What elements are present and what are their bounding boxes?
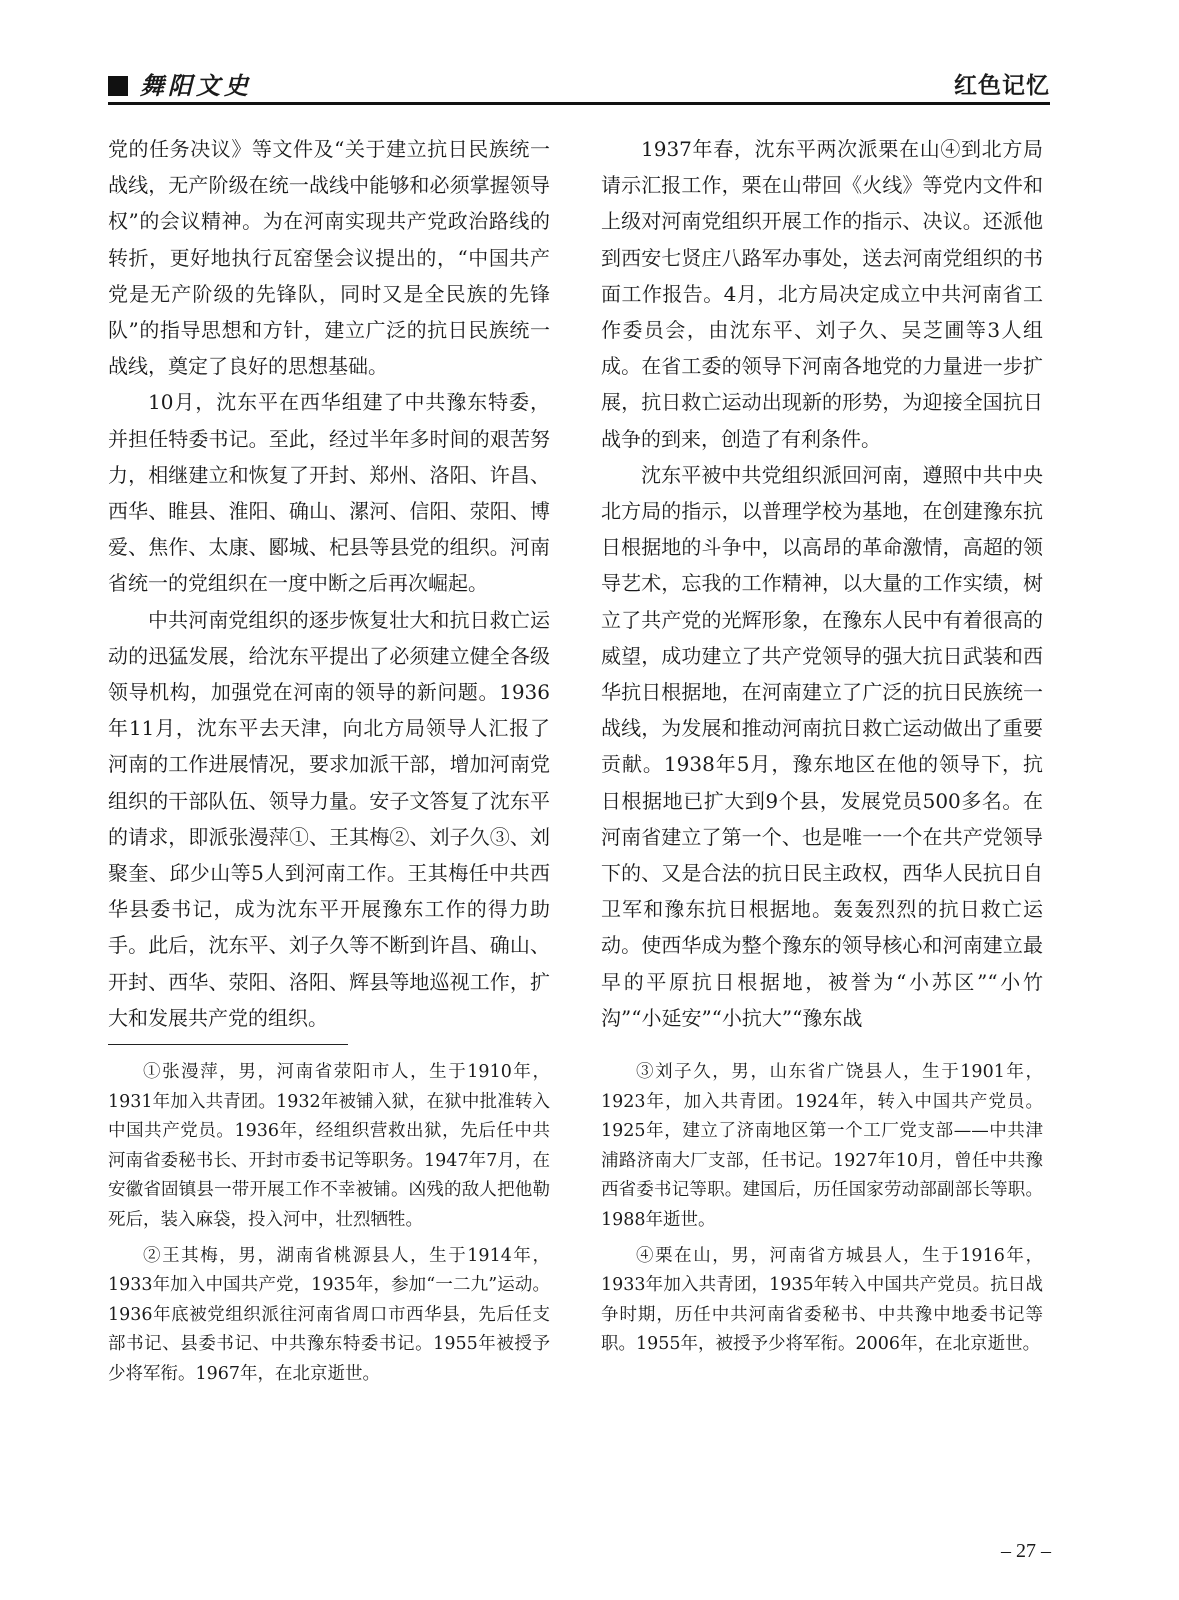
paragraph: 中共河南党组织的逐步恢复壮大和抗日救亡运动的迅猛发展，给沈东平提出了必须建立健全各级领导机构，加强党在河南的领导的新问题。1936年11月，沈东平去天津，向北方局领导人汇报了河南的工作进展情况，要求加派干部，增加河南党组织的干部队伍、领导力量。安子文答复了沈东平的请求，即派张漫萍①、王其梅②、刘子久③、刘聚奎、邱少山等5人到河南工作。王其梅任中共西华县委书记，成为沈东平开展豫东工作的得力助手。此后，沈东平、刘子久等不断到许昌、确山、开封、西华、荥阳、洛阳、辉县等地巡视工作，扩大和发展共产党的组织。: [108, 607, 550, 1030]
section-title: 红色记忆: [954, 73, 1050, 99]
footnote: ③刘子久，男，山东省广饶县人，生于1901年，1923年，加入共青团。1924年，转入中国共产党员。1925年，建立了济南地区第一个工厂党支部——中共津浦路济南大厂支部，任书记。1927年10月，曾任中共豫西省委书记等职。建国后，历任国家劳动部副部长等职。1988年逝世。: [601, 1062, 1043, 1230]
header-rule: [108, 102, 1050, 105]
page-header: [108, 68, 1050, 104]
right-column: [601, 131, 1043, 1036]
journal-title: 舞阳文史: [140, 71, 252, 100]
paragraph: 1937年春，沈东平两次派栗在山④到北方局请示汇报工作，栗在山带回《火线》等党内文件和上级对河南党组织开展工作的指示、决议。还派他到西安七贤庄八路军办事处，送去河南党组织的书面工作报告。4月，北方局决定成立中共河南省工作委员会，由沈东平、刘子久、吴芝圃等3人组成。在省工委的领导下河南各地党的力量进一步扩展，抗日救亡运动出现新的形势，为迎接全国抗日战争的到来，创造了有利条件。: [601, 137, 1043, 451]
paragraph: 沈东平被中共党组织派回河南，遵照中共中央北方局的指示，以普理学校为基地，在创建豫东抗日根据地的斗争中，以高昂的革命激情，高超的领导艺术，忘我的工作精神，以大量的工作实绩，树立了共产党的光辉形象，在豫东人民中有着很高的威望，成功建立了共产党领导的强大抗日武装和西华抗日根据地，在河南建立了广泛的抗日民族统一战线，为发展和推动河南抗日救亡运动做出了重要贡献。1938年5月，豫东地区在他的领导下，抗日根据地已扩大到9个县，发展党员500多名。在河南省建立了第一个、也是唯一一个在共产党领导下的、又是合法的抗日民主政权，西华人民抗日自卫军和豫东抗日根据地。轰轰烈烈的抗日救亡运动。使西华成为整个豫东的领导核心和河南建立最早的平原抗日根据地，被誉为“小苏区”“小竹沟”“小延安”“小抗大”“豫东战: [601, 462, 1043, 1030]
footnote: ①张漫萍，男，河南省荥阳市人，生于1910年，1931年加入共青团。1932年被铺入狱，在狱中批准转入中国共产党员。1936年，经组织营救出狱，先后任中共河南省委秘书长、开封市委书记等职务。1947年7月，在安徽省固镇县一带开展工作不幸被铺。凶残的敌人把他勒死后，装入麻袋，投入河中，壮烈牺牲。: [108, 1062, 550, 1230]
page-number: – 27 –: [1001, 1540, 1051, 1562]
paragraph: 党的任务决议》等文件及“关于建立抗日民族统一战线，无产阶级在统一战线中能够和必须掌握领导权”的会议精神。为在河南实现共产党政治路线的转折，更好地执行瓦窑堡会议提出的，“中国共产党是无产阶级的先锋队，同时又是全民族的先锋队”的指导思想和方针，建立广泛的抗日民族统一战线，奠定了良好的思想基础。: [108, 137, 550, 379]
footnotes-left: [108, 1058, 550, 1396]
paragraph: 10月，沈东平在西华组建了中共豫东特委，并担任特委书记。至此，经过半年多时间的艰苦努力，相继建立和恢复了开封、郑州、洛阳、许昌、西华、睢县、淮阳、确山、漯河、信阳、荥阳、博爱、焦作、太康、郾城、杞县等县党的组织。河南省统一的党组织在一度中断之后再次崛起。: [108, 390, 550, 596]
footnote-rule: [108, 1044, 348, 1045]
left-column: [108, 131, 550, 1036]
footnote: ②王其梅，男，湖南省桃源县人，生于1914年，1933年加入中国共产党，1935年，参加“一二九”运动。1936年底被党组织派往河南省周口市西华县，先后任支部书记、县委书记、中共豫东特委书记。1955年被授予少将军衔。1967年，在北京逝世。: [108, 1245, 550, 1384]
header-square-mark: [108, 76, 128, 96]
footnote: ④栗在山，男，河南省方城县人，生于1916年，1933年加入共青团，1935年转入中国共产党员。抗日战争时期，历任中共河南省委秘书、中共豫中地委书记等职。1955年，被授予少将军衔。2006年，在北京逝世。: [601, 1245, 1043, 1355]
footnotes-right: [601, 1058, 1043, 1366]
